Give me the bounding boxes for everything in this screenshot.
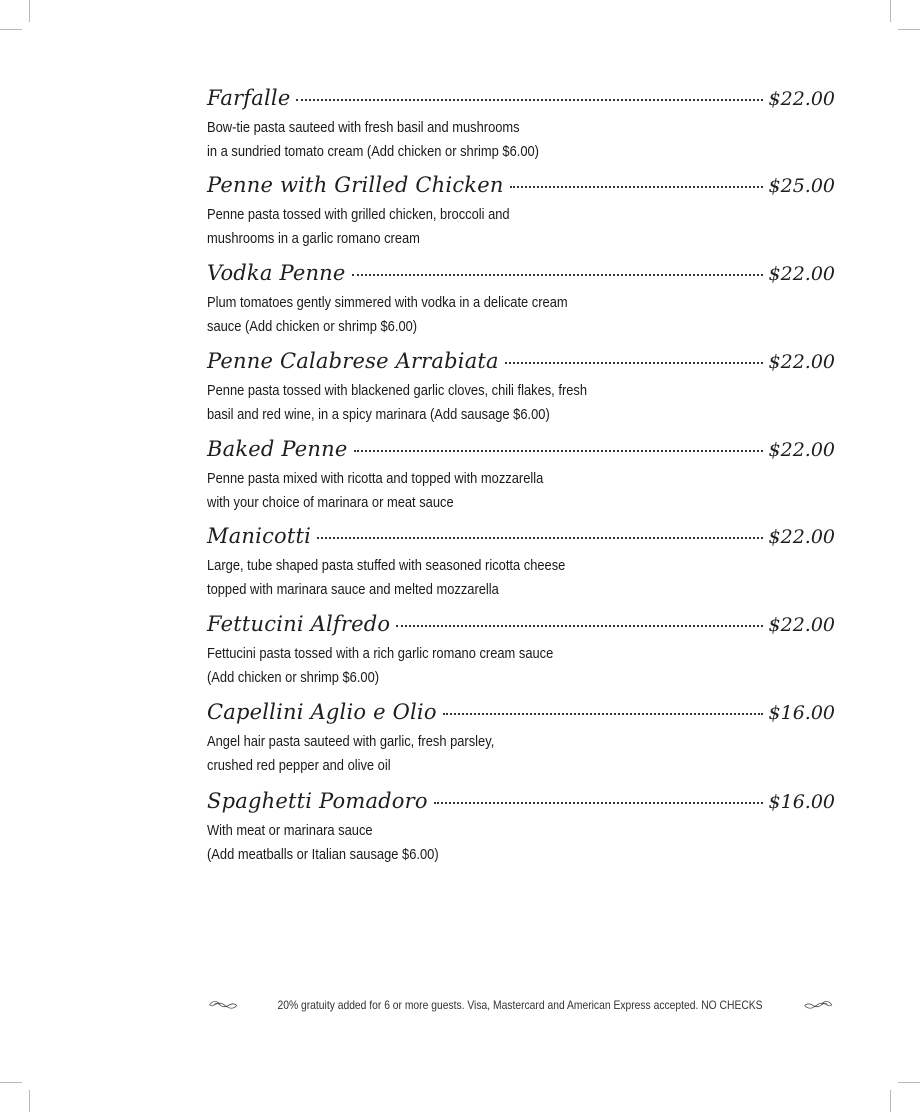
menu-item	[207, 173, 835, 261]
item-name: Manicotti	[207, 524, 312, 548]
menu-item	[207, 789, 835, 877]
item-description-line: mushrooms in a garlic romano cream	[207, 230, 420, 247]
crop-mark-top-right-v	[890, 0, 891, 22]
menu-item	[207, 437, 835, 524]
dot-leader	[317, 537, 762, 539]
item-description-line: crushed red pepper and olive oil	[207, 757, 391, 774]
menu-item	[207, 524, 835, 612]
item-price: $16.00	[768, 702, 835, 724]
item-description-line: Bow-tie pasta sauteed with fresh basil and mushrooms	[207, 119, 520, 136]
item-description-line: Large, tube shaped pasta stuffed with seasoned ricotta cheese	[207, 557, 566, 574]
menu-item	[207, 612, 835, 700]
crop-mark-bottom-left-v	[29, 1090, 30, 1112]
item-description-line: in a sundried tomato cream (Add chicken or shrimp $6.00)	[207, 143, 539, 160]
dot-leader	[296, 99, 762, 101]
item-name: Penne with Grilled Chicken	[207, 173, 504, 197]
dot-leader	[510, 186, 763, 188]
item-description-line: With meat or marinara sauce	[207, 822, 373, 839]
pasta-menu	[207, 86, 835, 877]
item-price: $22.00	[768, 263, 835, 285]
item-name: Fettucini Alfredo	[207, 612, 391, 636]
item-description-line: (Add meatballs or Italian sausage $6.00)	[207, 846, 439, 863]
item-name: Spaghetti Pomadoro	[207, 789, 428, 813]
item-description-line: with your choice of marinara or meat sauce	[207, 494, 454, 511]
item-name: Baked Penne	[207, 437, 348, 461]
item-name: Farfalle	[207, 86, 291, 110]
crop-mark-top-left-h	[0, 29, 22, 30]
menu-item	[207, 700, 835, 789]
item-description-line: sauce (Add chicken or shrimp $6.00)	[207, 318, 418, 335]
item-description-line: basil and red wine, in a spicy marinara (Add sausage $6.00)	[207, 406, 550, 423]
menu-item	[207, 86, 835, 173]
dot-leader	[352, 274, 763, 276]
dot-leader	[505, 362, 763, 364]
dot-leader	[434, 802, 763, 804]
crop-mark-top-right-h	[898, 29, 920, 30]
crop-mark-top-left-v	[29, 0, 30, 22]
crop-mark-bottom-right-v	[890, 1090, 891, 1112]
item-price: $22.00	[768, 88, 835, 110]
item-name: Capellini Aglio e Olio	[207, 700, 437, 724]
menu-item	[207, 349, 835, 437]
item-price: $22.00	[768, 439, 835, 461]
item-description-line: topped with marinara sauce and melted mozzarella	[207, 581, 499, 598]
item-name: Vodka Penne	[207, 261, 346, 285]
dot-leader	[396, 625, 762, 627]
crop-mark-bottom-right-h	[898, 1082, 920, 1083]
item-description-line: Fettucini pasta tossed with a rich garlic romano cream sauce	[207, 645, 554, 662]
item-price: $22.00	[768, 614, 835, 636]
item-description-line: Plum tomatoes gently simmered with vodka in a delicate cream	[207, 294, 568, 311]
item-description-line: Penne pasta mixed with ricotta and topped with mozzarella	[207, 470, 544, 487]
flourish-right-icon	[803, 994, 833, 1016]
item-price: $22.00	[768, 526, 835, 548]
item-description-line: Angel hair pasta sauteed with garlic, fresh parsley,	[207, 733, 495, 750]
item-name: Penne Calabrese Arrabiata	[207, 349, 499, 373]
footer-note: 20% gratuity added for 6 or more guests. Visa, Mastercard and American Express accepted. NO CHECKS	[277, 998, 764, 1012]
item-description-line: Penne pasta tossed with grilled chicken, broccoli and	[207, 206, 510, 223]
crop-mark-bottom-left-h	[0, 1082, 22, 1083]
item-description-line: Penne pasta tossed with blackened garlic cloves, chili flakes, fresh	[207, 382, 588, 399]
menu-item	[207, 261, 835, 349]
flourish-left-icon	[208, 994, 238, 1016]
dot-leader	[443, 713, 763, 715]
item-price: $22.00	[768, 351, 835, 373]
item-price: $25.00	[768, 175, 835, 197]
item-price: $16.00	[768, 791, 835, 813]
dot-leader	[354, 450, 763, 452]
footer	[208, 992, 833, 1018]
item-description-line: (Add chicken or shrimp $6.00)	[207, 669, 380, 686]
